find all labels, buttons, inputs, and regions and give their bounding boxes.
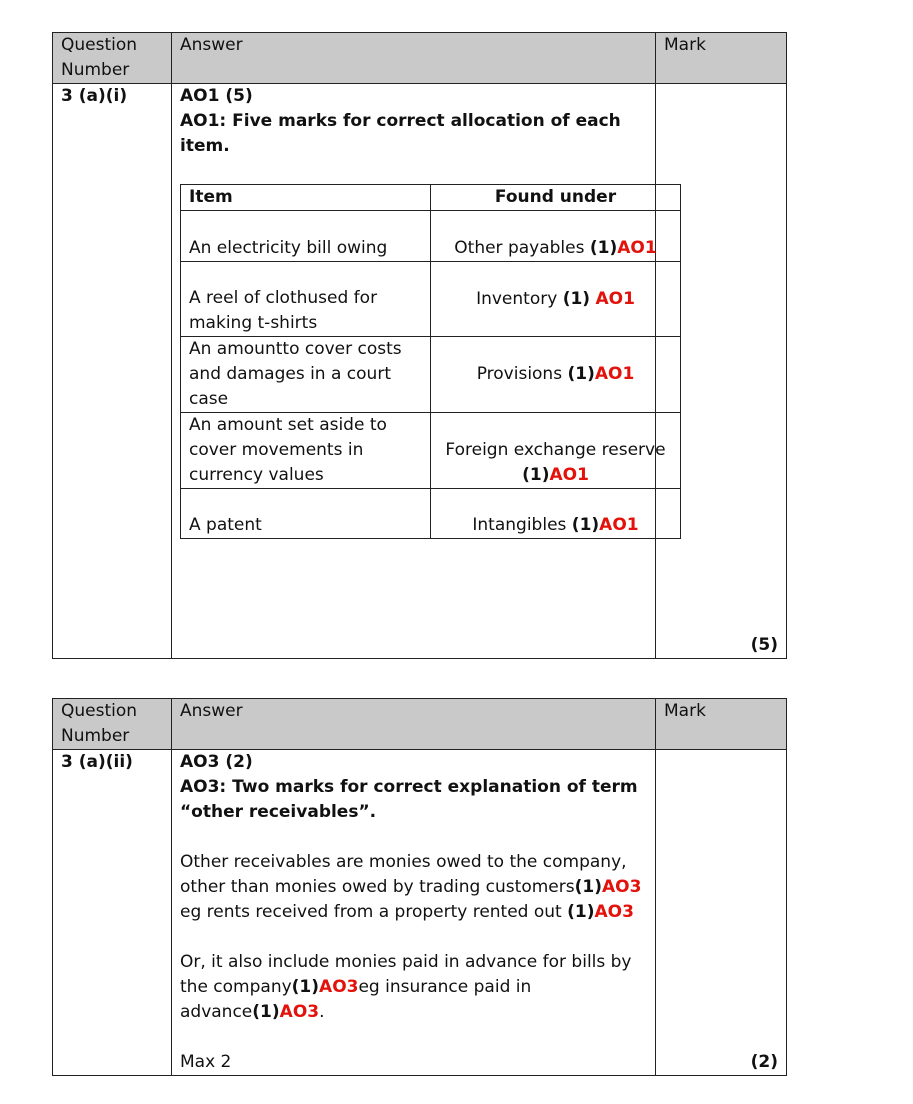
- header-question-number: Question Number: [53, 33, 172, 84]
- ao-tag: AO3: [601, 877, 642, 897]
- answer-paragraph-1: Other receivables are monies owed to the company, other than monies owed by trading customers(1)AO3 eg rents received from a property rented out (1)AO3: [180, 852, 642, 922]
- mark-award: (1): [291, 977, 320, 997]
- mark-cell: [656, 84, 787, 659]
- question-number: 3 (a)(ii): [53, 750, 172, 1076]
- found-under-cell: Other payables (1)AO1: [431, 211, 681, 262]
- mark-award: (1): [567, 902, 595, 922]
- table-row: [181, 489, 681, 539]
- header-answer: Answer: [172, 699, 656, 750]
- header-answer: Answer: [172, 33, 656, 84]
- total-mark: (2): [750, 1052, 778, 1072]
- table-row: [181, 211, 681, 262]
- mark-award: (1): [567, 364, 595, 384]
- item-cell: A reel of clothused for making t-shirts: [181, 262, 431, 337]
- mark-award: (1): [574, 877, 602, 897]
- found-under-cell: Provisions (1)AO1: [431, 337, 681, 413]
- question-row: [53, 84, 787, 659]
- ao-tag: AO1: [599, 515, 639, 535]
- ao-tag: AO1: [595, 289, 635, 309]
- table-row: [181, 413, 681, 489]
- ao-heading: AO3 (2): [180, 752, 253, 772]
- ao-tag: AO1: [594, 364, 635, 384]
- ao-tag: AO3: [279, 1002, 320, 1022]
- question-number: 3 (a)(i): [53, 84, 172, 659]
- total-mark: (5): [750, 635, 778, 655]
- item-cell: An electricity bill owing: [181, 211, 431, 262]
- header-row: [53, 699, 787, 750]
- answer-paragraph-2: Or, it also include monies paid in advance for bills by the company(1)AO3eg insurance paid in advance(1)AO3.: [180, 952, 632, 1022]
- ao-tag: AO1: [549, 465, 589, 485]
- mark-award: (1): [522, 465, 550, 485]
- ao-tag: AO3: [594, 902, 634, 922]
- mark-scheme-table-3ai: [52, 32, 787, 659]
- items-table-header: [181, 185, 681, 211]
- ao-tag: AO3: [319, 977, 359, 997]
- mark-scheme-table-3aii: [52, 698, 787, 1076]
- table-row: [181, 337, 681, 413]
- items-table: [180, 184, 681, 539]
- item-cell: An amount set aside to cover movements in currency values: [181, 413, 431, 489]
- col-item-header: Item: [181, 185, 431, 211]
- ao-tag: AO1: [617, 238, 657, 258]
- mark-award: (1): [571, 515, 600, 535]
- answer-cell: [172, 750, 656, 1076]
- header-mark: Mark: [656, 699, 787, 750]
- answer-cell: [172, 84, 666, 659]
- ao-description: AO3: Two marks for correct explanation of term “other receivables”.: [180, 777, 638, 822]
- found-under-cell: Foreign exchange reserve (1)AO1: [431, 413, 681, 489]
- table-row: [181, 262, 681, 337]
- found-under-cell: Intangibles (1)AO1: [431, 489, 681, 539]
- header-row: [53, 33, 787, 84]
- header-question-number: Question Number: [53, 699, 172, 750]
- max-marks-text: Max 2: [180, 1052, 232, 1072]
- item-cell: An amountto cover costs and damages in a court case: [181, 337, 431, 413]
- question-row: [53, 750, 787, 1076]
- item-cell: A patent: [181, 489, 431, 539]
- header-mark: Mark: [656, 33, 787, 84]
- mark-award: (1): [252, 1002, 280, 1022]
- ao-description: AO1: Five marks for correct allocation of each item.: [180, 111, 621, 156]
- col-found-header: Found under: [431, 185, 681, 211]
- mark-award: (1): [562, 289, 591, 309]
- mark-award: (1): [589, 238, 618, 258]
- mark-cell: [656, 750, 787, 1076]
- ao-heading: AO1 (5): [180, 86, 253, 106]
- found-under-cell: Inventory (1) AO1: [431, 262, 681, 337]
